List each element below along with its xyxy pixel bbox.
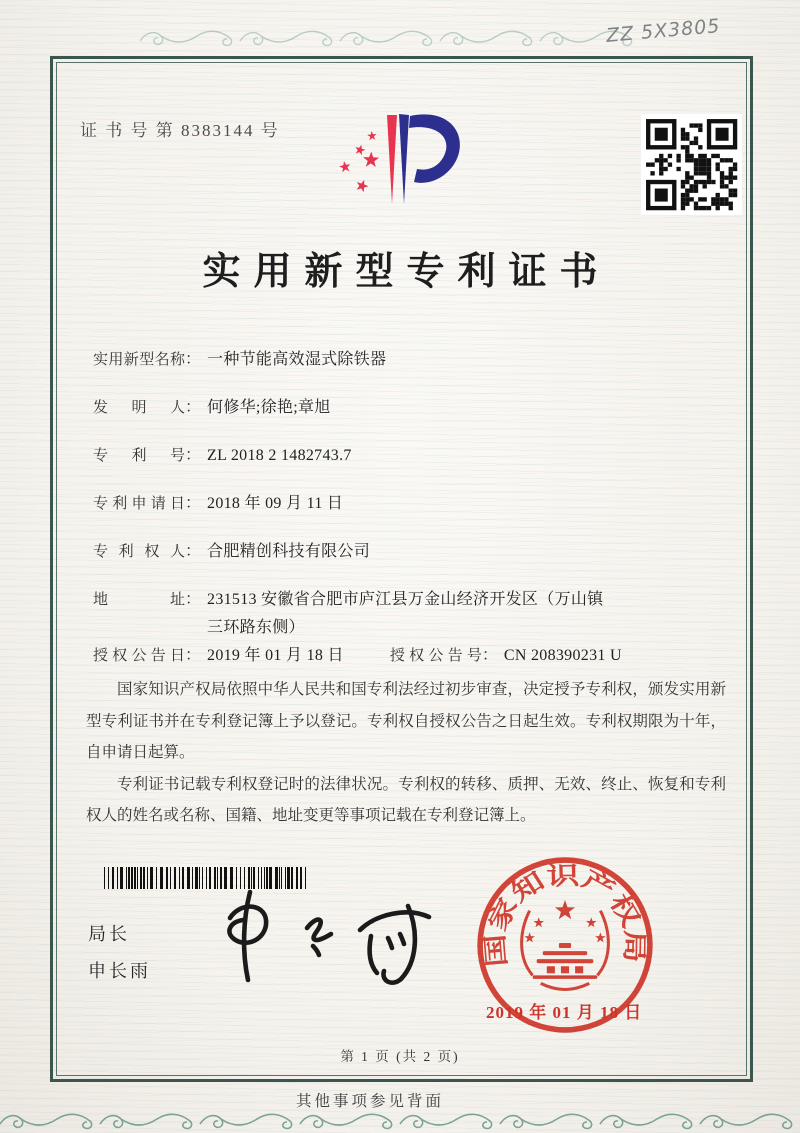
field-row-filing-date bbox=[93, 490, 723, 518]
cnipa-patent-logo bbox=[330, 106, 480, 236]
field-row-patentee bbox=[93, 538, 723, 566]
logo-blue-bowl bbox=[409, 114, 460, 182]
field-row-grant bbox=[93, 642, 723, 670]
field-row-inventors bbox=[93, 394, 723, 422]
logo-blue-bar bbox=[399, 114, 409, 204]
grant-number-group bbox=[390, 642, 622, 670]
grant-number-value: CN 208390231 U bbox=[503, 647, 622, 664]
field-row-patent-no bbox=[93, 442, 723, 470]
field-label: 专利申请日 bbox=[93, 496, 185, 512]
footer-note: 其他事项参见背面 bbox=[295, 1093, 444, 1110]
bottom-vine-ornament bbox=[0, 1109, 800, 1133]
fields-block bbox=[93, 346, 723, 690]
paragraph: 专利证书记载专利权登记时的法律状况。专利权的转移、质押、无效、终止、恢复和专利权人的姓名或名称、国籍、地址变更等事项记载在专利登记簿上。 bbox=[86, 775, 726, 824]
qr-code bbox=[641, 114, 742, 215]
director-signature bbox=[212, 876, 452, 1004]
director-name: 申长雨 bbox=[88, 961, 151, 981]
certificate-number: 证 书 号 第 8383144 号 bbox=[80, 121, 280, 140]
field-value: ZL 2018 2 1482743.7 bbox=[207, 447, 352, 464]
field-colon: ： bbox=[185, 543, 202, 560]
field-colon: ： bbox=[185, 647, 202, 664]
field-value: 何修华;徐艳;章旭 bbox=[207, 399, 331, 416]
grant-date-group bbox=[93, 642, 344, 670]
field-label: 专利号 bbox=[93, 448, 185, 464]
field-label: 发明人 bbox=[93, 400, 185, 416]
field-colon: ： bbox=[185, 399, 202, 416]
field-label: 授权公告号 bbox=[389, 648, 482, 664]
field-colon: ： bbox=[481, 647, 498, 664]
logo-red-wedge bbox=[387, 115, 397, 204]
certificate-title: 实用新型专利证书 bbox=[202, 251, 611, 293]
field-colon: ： bbox=[185, 591, 202, 608]
field-value: 2018 年 09 月 11 日 bbox=[207, 495, 344, 512]
field-label: 实用新型名称 bbox=[93, 352, 185, 368]
paragraph: 国家知识产权局依照中华人民共和国专利法经过初步审查，决定授予专利权，颁发实用新型专利证书并在专利登记簿上予以登记。专利权自授权公告之日起生效。专利权期限为十年，自申请日起算。 bbox=[86, 681, 726, 761]
top-vine-ornament bbox=[140, 28, 640, 54]
field-value: 一种节能高效湿式除铁器 bbox=[207, 351, 387, 368]
field-label: 专利权人 bbox=[93, 544, 185, 560]
director-title: 局长 bbox=[88, 924, 130, 944]
seal-date: 2019 年 01 月 18 日 bbox=[486, 1003, 643, 1022]
field-row-address bbox=[93, 586, 723, 642]
field-value: 231513 安徽省合肥市庐江县万金山经济开发区（万山镇三环路东侧） bbox=[207, 591, 604, 636]
seal-emblem-gate bbox=[533, 943, 598, 979]
field-colon: ： bbox=[185, 447, 202, 464]
handwritten-note: ZZ 5X3805 bbox=[605, 15, 722, 47]
legal-text-block bbox=[86, 674, 726, 832]
field-value: 合肥精创科技有限公司 bbox=[207, 543, 371, 560]
logo-stars bbox=[339, 131, 379, 192]
field-colon: ： bbox=[185, 495, 202, 512]
grant-date-value: 2019 年 01 月 18 日 bbox=[207, 647, 344, 664]
field-label: 授权公告日 bbox=[93, 648, 185, 664]
field-label: 地址 bbox=[93, 592, 185, 608]
seal-emblem-stars bbox=[524, 900, 605, 942]
director-block bbox=[88, 916, 151, 990]
field-row-name bbox=[93, 346, 723, 374]
seal-text: 国家知识产权局 bbox=[481, 862, 648, 968]
page-indicator: 第 1 页 (共 2 页) bbox=[340, 1049, 460, 1064]
field-colon: ： bbox=[185, 351, 202, 368]
